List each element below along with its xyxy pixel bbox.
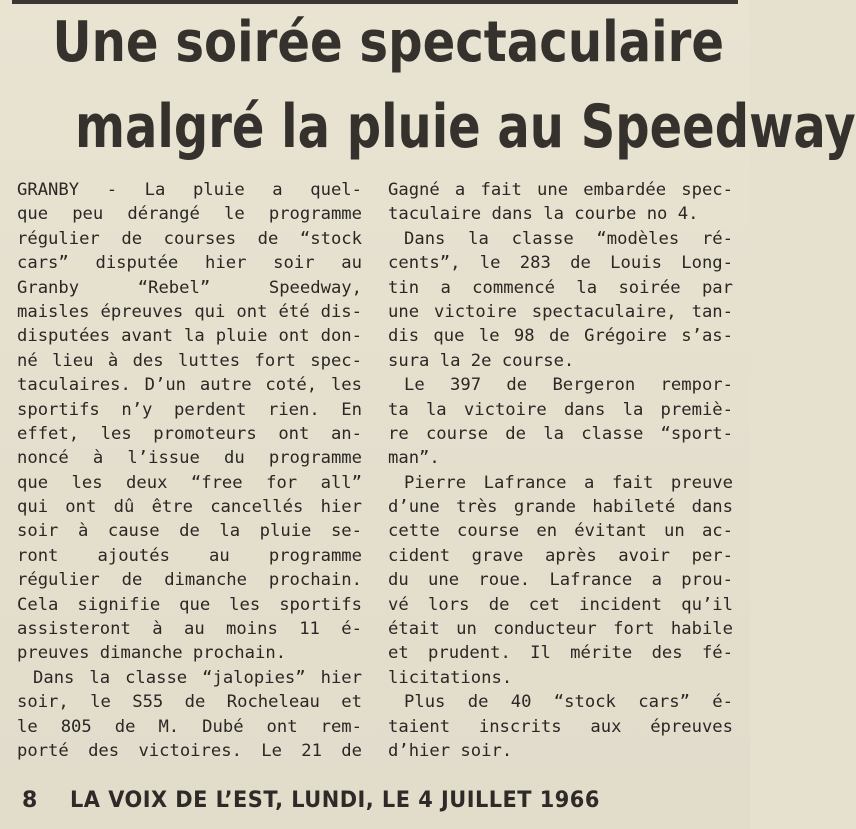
article-line: cette course en évitant un ac- (388, 521, 733, 542)
article-line: effet, les promoteurs ont an- (17, 423, 362, 444)
article-line: sura la 2e course. (388, 350, 575, 371)
article-line: sportifs n’y perdent rien. En (17, 399, 362, 420)
article-line: licitations. (388, 667, 513, 688)
article-line: maisles épreuves qui ont été dis- (17, 301, 362, 322)
article-line: du une roue. Lafrance a prou- (388, 570, 733, 591)
article-line: taculaires. D’un autre coté, les (17, 375, 362, 396)
article-line: régulier de dimanche prochain. (17, 570, 362, 591)
article-line: GRANBY - La pluie a quel- (17, 180, 362, 200)
article-line: et prudent. Il mérite des fé- (388, 643, 733, 664)
article-line: une victoire spectaculaire, tan- (388, 301, 733, 322)
article-line: Cela signifie que les sportifs (17, 594, 362, 615)
article-line: Plus de 40 “stock cars” é- (404, 692, 733, 713)
article-line: disputées avant la pluie ont don- (17, 326, 362, 347)
article-line: régulier de courses de “stock (17, 228, 362, 249)
article-line: d’une très grande habileté dans (388, 497, 733, 518)
article-line: assisteront à au moins 11 é- (17, 619, 362, 640)
page-number: 8 (22, 788, 38, 813)
article-line: soir, le S55 de Rocheleau et (17, 692, 362, 713)
article-line: soir à cause de la pluie se- (17, 521, 362, 542)
article-line: que peu dérangé le programme (17, 204, 362, 225)
article-line: Granby “Rebel” Speedway, (17, 277, 362, 298)
article-column-right (388, 178, 733, 763)
article-line: man”. (388, 448, 440, 469)
article-line: d’hier soir. (388, 740, 513, 761)
article-line: Dans la classe “modèles ré- (404, 228, 733, 249)
article-line: cents”, le 283 de Louis Long- (388, 253, 733, 274)
headline-line-1: Une soirée spectaculaire (52, 10, 725, 75)
article-line: tin a commencé la soirée par (388, 277, 733, 298)
newspaper-masthead-dateline: LA VOIX DE L’EST, LUNDI, LE 4 JUILLET 1966 (70, 788, 601, 813)
article-line: Pierre Lafrance a fait preuve (404, 472, 733, 493)
article-line: ta la victoire dans la premiè- (388, 399, 733, 420)
article-line: le 805 de M. Dubé ont rem- (17, 716, 362, 737)
article-line: re course de la classe “sport- (388, 423, 733, 444)
article-line: vé lors de cet incident qu’il (388, 594, 733, 615)
article-line: noncé à l’issue du programme (17, 448, 362, 469)
article-line: ront ajoutés au programme (17, 545, 362, 566)
top-rule (12, 0, 738, 4)
article-line: preuves dimanche prochain. (17, 643, 287, 664)
article-column-left (17, 178, 362, 763)
article-line: que les deux “free for all” (17, 472, 362, 493)
article-line: cars” disputée hier soir au (17, 253, 362, 274)
article-line: Le 397 de Bergeron rempor- (404, 375, 733, 396)
headline-line-2: malgré la pluie au Speedway (75, 92, 856, 162)
article-line: taient inscrits aux épreuves (388, 716, 733, 737)
article-line: dis que le 98 de Grégoire s’as- (388, 326, 733, 347)
article-line: Gagné a fait une embardée spec- (388, 180, 733, 200)
article-line: qui ont dû être cancellés hier (17, 497, 362, 518)
article-line: porté des victoires. Le 21 de (17, 740, 362, 761)
article-line: né lieu à des luttes fort spec- (17, 350, 362, 371)
page-footer (22, 788, 722, 813)
article-line: taculaire dans la courbe no 4. (388, 204, 699, 225)
article-line: Dans la classe “jalopies” hier (33, 667, 362, 688)
article-line: était un conducteur fort habile (388, 619, 733, 640)
article-line: cident grave après avoir per- (388, 545, 733, 566)
